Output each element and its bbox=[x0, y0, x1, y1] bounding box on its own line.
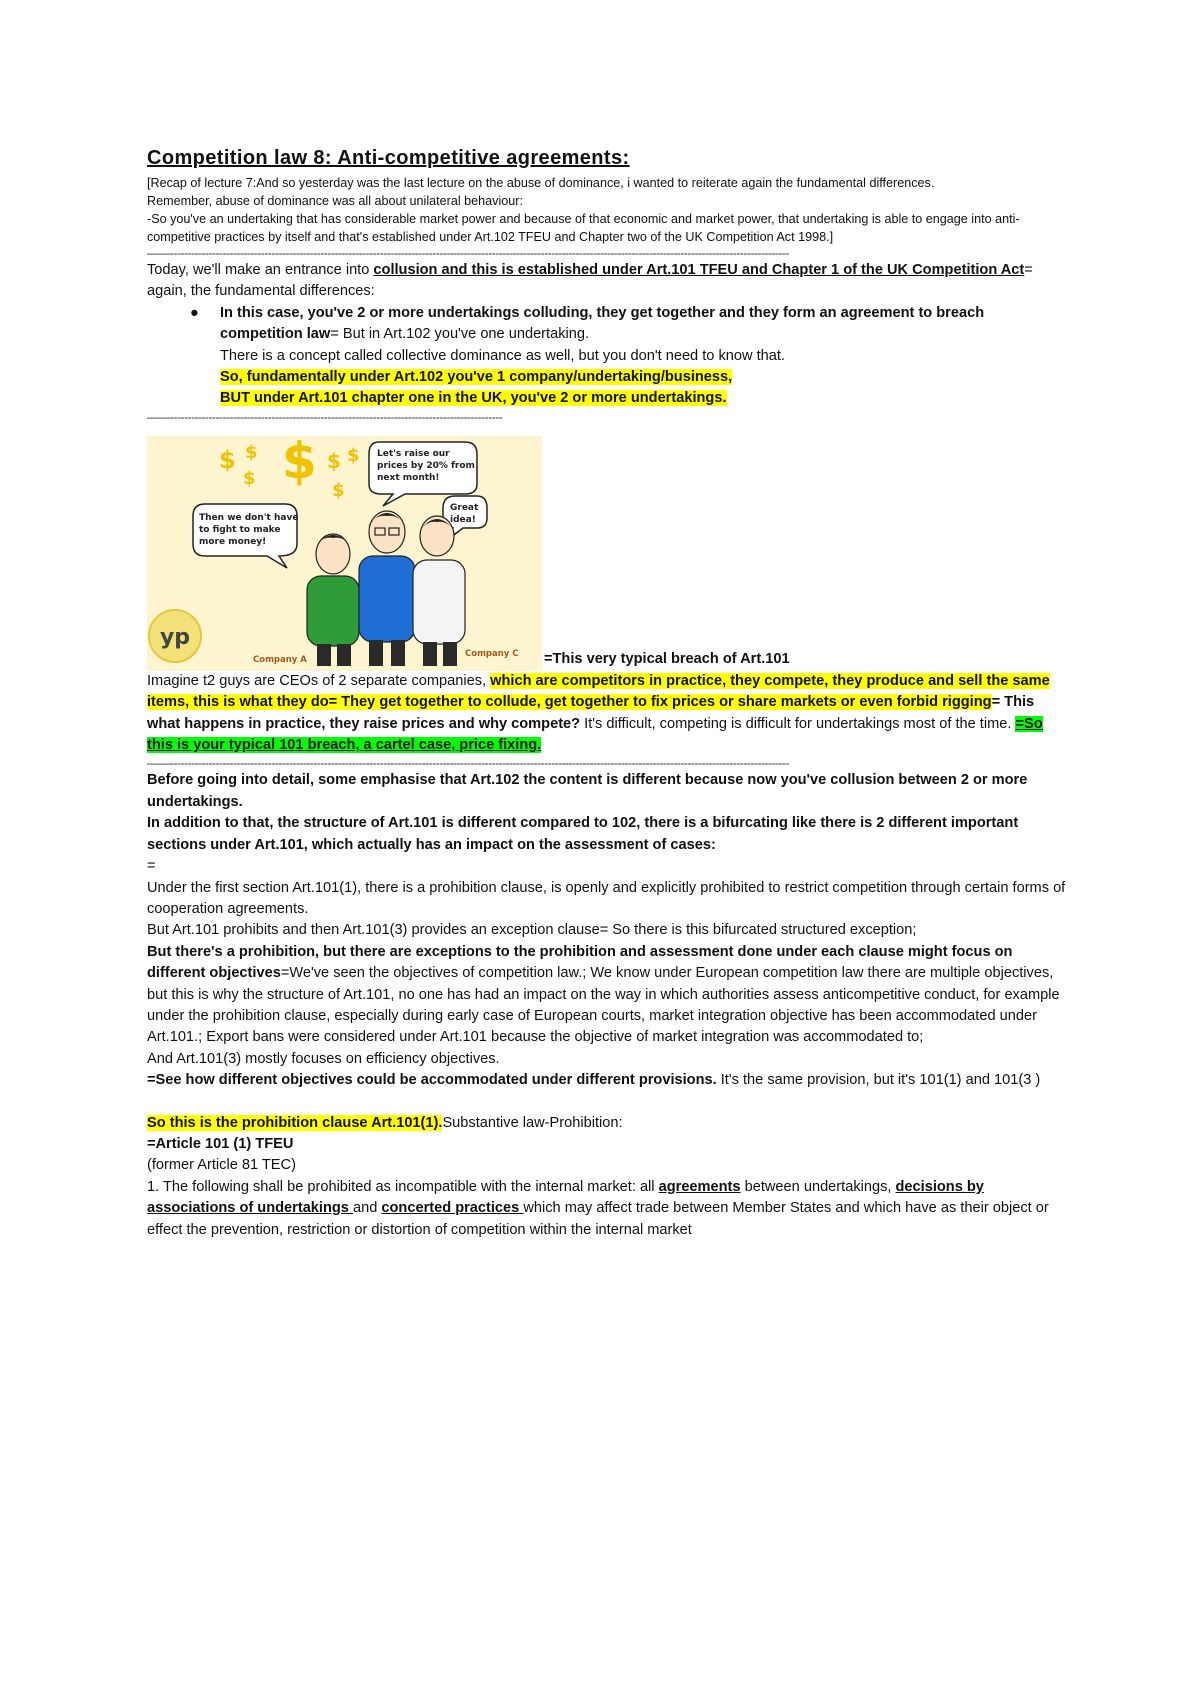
text-run-bold: =See how different objectives could be accommodated under different provisions. bbox=[147, 1072, 717, 1089]
recap-line: -So you've an undertaking that has considerable market power and because of that economic and market power, that undertaking is able to engage into anti-competitive practices by itself and that's established under Art.102 TFEU and Chapter two of the UK Competition Act 1998.] bbox=[147, 212, 1020, 244]
bubble-1-line: prices by 20% from bbox=[377, 460, 475, 471]
text-run: = But in Art.102 you've one undertaking. bbox=[330, 326, 590, 343]
bullet-list bbox=[147, 303, 1067, 410]
bubble-3-line: Great bbox=[450, 502, 479, 513]
paragraph-today bbox=[147, 260, 1067, 303]
paragraph: Under the first section Art.101(1), there is a prohibition clause, is openly and explicitly prohibited to restrict competition through certain forms of cooperation agreements. bbox=[147, 879, 1066, 917]
text-run-bold: = This what happens in practice, they raise prices and why compete? bbox=[147, 694, 1035, 732]
figure-row bbox=[147, 436, 1067, 671]
bubble-1-line: next month! bbox=[377, 472, 440, 483]
yp-logo bbox=[149, 610, 201, 662]
text-run: It's difficult, competing is difficult for undertakings most of the time. bbox=[580, 715, 1016, 732]
paragraph-bold: Before going into detail, some emphasise that Art.102 the content is different because now you've collusion between 2 or more undertakings. bbox=[147, 772, 1028, 810]
highlighted-text: So, fundamentally under Art.102 you've 1 company/undertaking/business, bbox=[220, 369, 733, 386]
article-text bbox=[147, 1177, 1067, 1241]
green-highlighted-text: =So this is your typical 101 breach, a cartel case, price fixing. bbox=[147, 715, 1043, 754]
highlighted-text: BUT under Art.101 chapter one in the UK, you've 2 or more undertakings. bbox=[220, 390, 727, 407]
svg-text:yp: yp bbox=[159, 624, 191, 650]
text-run: 1. The following shall be prohibited as incompatible with the internal market: all bbox=[147, 1178, 659, 1195]
text-line: = bbox=[147, 858, 156, 875]
highlighted-text: So this is the prohibition clause Art.101(1). bbox=[147, 1114, 443, 1131]
svg-text:$: $ bbox=[243, 467, 256, 489]
paragraph-mixed bbox=[147, 1070, 1067, 1091]
company-a-label: Company A bbox=[253, 654, 307, 665]
page-title: Competition law 8: Anti-competitive agreements: bbox=[147, 147, 630, 169]
bubble-3-line: idea! bbox=[450, 514, 476, 525]
bubble-2-line: Then we don't have bbox=[199, 512, 299, 523]
svg-text:$: $ bbox=[245, 441, 258, 463]
blank-line bbox=[147, 1092, 1067, 1113]
text-run: Today, we'll make an entrance into bbox=[147, 262, 374, 278]
text-run: which may affect trade between Member States and which have as their object or effect the prevention, restriction or distortion of competition within the internal market bbox=[147, 1200, 1049, 1238]
svg-text:$: $ bbox=[332, 479, 345, 501]
recap-line: Remember, abuse of dominance was all about unilateral behaviour: bbox=[147, 194, 523, 208]
company-c-label: Company C bbox=[465, 648, 519, 659]
text-run: and bbox=[352, 1200, 382, 1217]
paragraph-prohibition bbox=[147, 1113, 1067, 1134]
text-run-bold-underline: collusion and this is established under Art.101 TFEU and Chapter 1 of the UK Competition Act bbox=[373, 262, 1025, 278]
former-article-note: (former Article 81 TEC) bbox=[147, 1157, 296, 1174]
cartel-cartoon-image bbox=[147, 436, 542, 671]
divider-line: ——--------------------------------------------------------------------------------------------------------------------------------------------------------------------------------- bbox=[147, 246, 789, 260]
bubble-2-line: to fight to make bbox=[199, 524, 281, 535]
paragraph-imagine bbox=[147, 671, 1067, 757]
paragraph-bold: In addition to that, the structure of Art.101 is different compared to 102, there is a bifurcating like there is 2 different important sections under Art.101, which actually has an impact on the assessment of cases: bbox=[147, 815, 1019, 853]
svg-text:$: $ bbox=[282, 435, 317, 490]
text-run-bold: In this case, you've 2 or more undertakings colluding, they get together and they form an agreement to breach competition law bbox=[220, 304, 985, 343]
text-run: =We've seen the objectives of competition law.; We know under European competition law there are multiple objectives, but this is why the structure of Art.101, no one has had an impact on the way in which authorities assess anticompetitive conduct, for example under the prohibition clause, especially during early case of European courts, market integration objective has been accommodated under Art.101.; Export bans were considered under Art.101 because the objective of market integration was accommodated to; bbox=[147, 965, 1060, 1046]
paragraph: And Art.101(3) mostly focuses on efficiency objectives. bbox=[147, 1050, 500, 1067]
bubble-2-line: more money! bbox=[199, 536, 267, 547]
recap-paragraph bbox=[147, 174, 1067, 246]
text-run: There is a concept called collective dominance as well, but you don't need to know that. bbox=[220, 347, 785, 364]
text-run-bold-underline: concerted practices bbox=[381, 1200, 524, 1217]
svg-text:$: $ bbox=[347, 444, 360, 466]
text-run: Imagine t2 guys are CEOs of 2 separate companies, bbox=[147, 672, 491, 689]
svg-text:$: $ bbox=[327, 448, 341, 473]
bubble-1-line: Let's raise our bbox=[377, 448, 450, 459]
recap-line: [Recap of lecture 7:And so yesterday was the last lecture on the abuse of dominance, i wanted to reiterate again the fundamental differences. bbox=[147, 176, 935, 190]
highlighted-text: which are competitors in practice, they compete, they produce and sell the same items, this is what they do= They get together to collude, get together to fix prices or share markets or even forbid rigging bbox=[147, 672, 1050, 711]
text-run: Substantive law-Prohibition: bbox=[442, 1114, 623, 1131]
figure-caption: =This very typical breach of Art.101 bbox=[544, 651, 790, 668]
article-heading: =Article 101 (1) TFEU bbox=[147, 1135, 294, 1152]
paragraph-mixed bbox=[147, 942, 1067, 1049]
bullet-icon: ● bbox=[190, 304, 199, 321]
text-run-bold: But there's a prohibition, but there are exceptions to the prohibition and assessment done under each clause might focus on different objectives bbox=[147, 943, 1013, 982]
list-item bbox=[190, 303, 1067, 410]
document-content bbox=[147, 147, 1067, 1241]
paragraph: But Art.101 prohibits and then Art.101(3) provides an exception clause= So there is this bifurcated structured exception; bbox=[147, 922, 917, 939]
text-run: It's the same provision, but it's 101(1) and 101(3 ) bbox=[716, 1072, 1041, 1089]
text-run: between undertakings, bbox=[740, 1178, 896, 1195]
svg-text:$: $ bbox=[219, 445, 236, 474]
divider-line-short: ——----------------------------------------------------------------------------------------------- bbox=[147, 409, 503, 424]
text-run: = again, the fundamental differences: bbox=[147, 262, 1033, 300]
text-run-bold-underline: decisions by associations of undertakings bbox=[147, 1178, 984, 1217]
divider-line: ——--------------------------------------------------------------------------------------------------------------------------------------------------------------------------------- bbox=[147, 756, 789, 771]
text-run-bold-underline: agreements bbox=[658, 1178, 741, 1195]
